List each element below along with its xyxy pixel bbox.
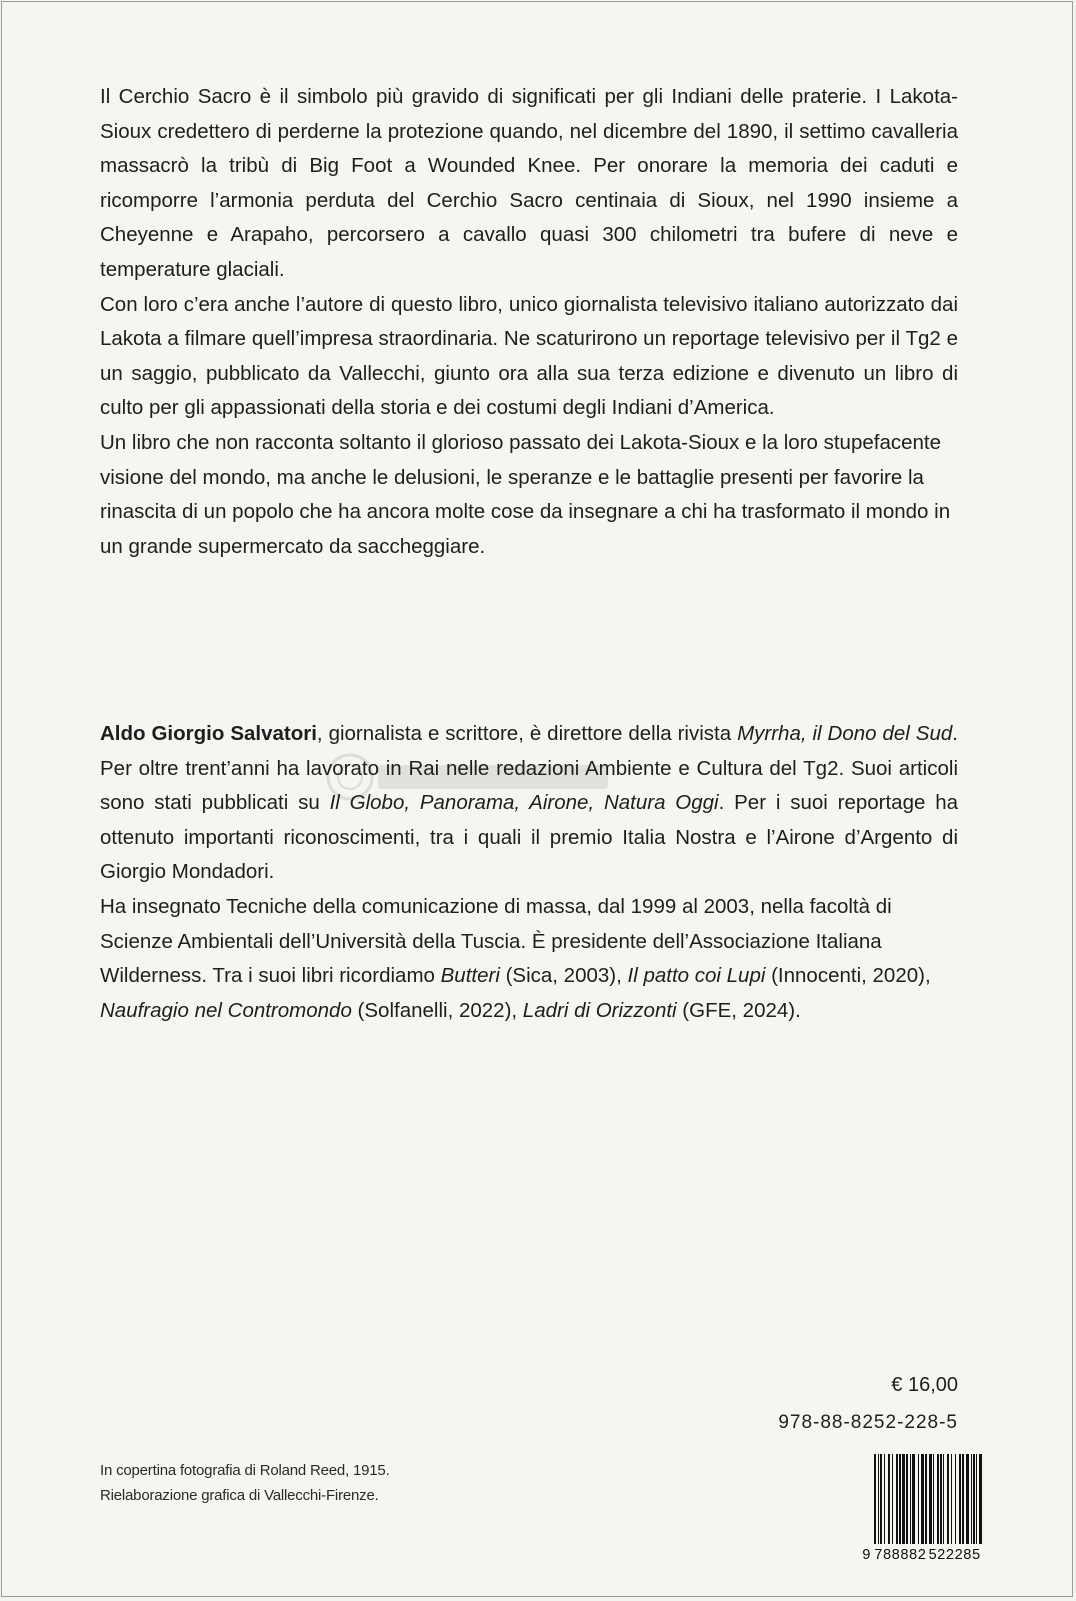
barcode-bar [880, 1454, 882, 1546]
blurb-paragraph-2: Con loro c’era anche l’autore di questo libro, unico giornalista televisivo italiano autorizzato dai Lakota a filmare quell’impresa straordinaria. Ne scaturirono un reportage televisivo per il Tg2 e un saggio, pubblicato da Vallecchi, giunto ora alla sua terza edizione e divenuto un libro di culto per gli appassionati della storia e dei costumi degli Indiani d’America. [100, 292, 958, 420]
barcode-bar [937, 1454, 939, 1546]
back-cover [1, 1, 1073, 1597]
barcode-bar [910, 1454, 911, 1546]
publication-titles: Il Globo, Panorama, Airone, Natura Oggi [329, 791, 719, 815]
barcode-bar [892, 1454, 893, 1546]
barcode-bar [951, 1454, 952, 1546]
barcode-bar [888, 1454, 890, 1546]
barcode-bar [874, 1454, 876, 1558]
barcode-bar [899, 1454, 901, 1546]
bio-paragraph-1: Aldo Giorgio Salvatori, giornalista e scrittore, è direttore della rivista Myrrha, il Dono del Sud. Per oltre trent’anni ha lavorato in Rai nelle redazioni Ambiente e Cultura del Tg2. Suoi articoli sono stati pubblicati su Il Globo, Panorama, Airone, Natura Oggi. Per i suoi reportage ha ottenuto importanti riconoscimenti, tra i quali il premio Italia Nostra e l’Airone d’Argento di Giorgio Mondadori. [100, 722, 958, 884]
barcode-bar [940, 1454, 942, 1546]
price-label: € 16,00 [891, 1374, 958, 1396]
magazine-title: Myrrha, il Dono del Sud [737, 722, 953, 745]
credit-line: Rielaborazione grafica di Vallecchi-Firenze. [100, 1487, 379, 1504]
barcode-bar [943, 1454, 944, 1546]
barcode-bar [976, 1454, 977, 1546]
barcode-bar [955, 1454, 956, 1546]
barcode-bar [918, 1454, 919, 1546]
book-title: Ladri di Orizzonti [522, 998, 677, 1022]
book-title: Naufragio nel Contromondo [100, 998, 352, 1022]
barcode-bar [971, 1454, 972, 1546]
blurb-paragraph-3: Un libro che non racconta soltanto il glorioso passato dei Lakota-Sioux e la loro stupefacente visione del mondo, ma anche le delusioni, le speranze e le battaglie presenti per favorire la rinascita di un popolo che ha ancora molte cose da insegnare a chi ha trasformato il mondo in un grande supermercato da saccheggiare. [100, 430, 951, 558]
barcode-bar [959, 1454, 961, 1558]
barcode-bar [973, 1454, 975, 1546]
book-title: Butteri [440, 964, 500, 988]
author-name: Aldo Giorgio Salvatori [100, 722, 317, 745]
cover-credits [100, 1458, 390, 1508]
bio-paragraph-2: Ha insegnato Tecniche della comunicazione di massa, dal 1999 al 2003, nella facoltà di Scienze Ambientali dell’Università della Tuscia. È presidente dell’Associazione Italiana Wilderness. Tra i suoi libri ricordiamo Butteri (Sica, 2003), Il patto coi Lupi (Innocenti, 2020), Naufragio nel Contromondo (Solfanelli, 2022), Ladri di Orizzonti (GFE, 2024). [100, 894, 931, 1022]
barcode-digits [862, 1544, 984, 1568]
barcode-bar [962, 1454, 964, 1558]
barcode-bar [902, 1454, 905, 1546]
barcode-bar [884, 1454, 885, 1546]
barcode-bar [933, 1454, 934, 1546]
book-blurb [100, 80, 958, 564]
isbn-number: 978-88-8252-228-5 [778, 1412, 958, 1433]
blurb-paragraph-1: Il Cerchio Sacro è il simbolo più gravido di significati per gli Indiani delle praterie. I Lakota-Sioux credettero di perderne la protezione quando, nel dicembre del 1890, il settimo cavalleria massacrò la tribù di Big Foot a Wounded Knee. Per onorare la memoria dei caduti e ricomporre l’armonia perduta del Cerchio Sacro centinaia di Sioux, nel 1990 insieme a Cheyenne e Arapaho, percorsero a cavallo quasi 300 chilometri tra bufere di neve e temperature glaciali. [100, 85, 958, 281]
barcode-bar [929, 1454, 932, 1546]
barcode-lead-digit: 9 [862, 1548, 871, 1564]
barcode-bar [947, 1454, 949, 1546]
barcode-bar [925, 1454, 927, 1546]
barcode-group-1: 788882 [874, 1548, 927, 1564]
author-bio [100, 717, 958, 1028]
barcode-bar [979, 1454, 982, 1546]
barcode-bar [906, 1454, 908, 1546]
barcode-bar [896, 1454, 898, 1546]
barcode-bar [912, 1454, 915, 1546]
barcode-bar [966, 1454, 969, 1546]
barcode-bar [921, 1454, 924, 1546]
book-title: Il patto coi Lupi [627, 964, 766, 988]
barcode-bar [878, 1454, 879, 1558]
credit-line: In copertina fotografia di Roland Reed, 1915. [100, 1462, 390, 1479]
barcode-group-2: 522285 [928, 1548, 981, 1564]
